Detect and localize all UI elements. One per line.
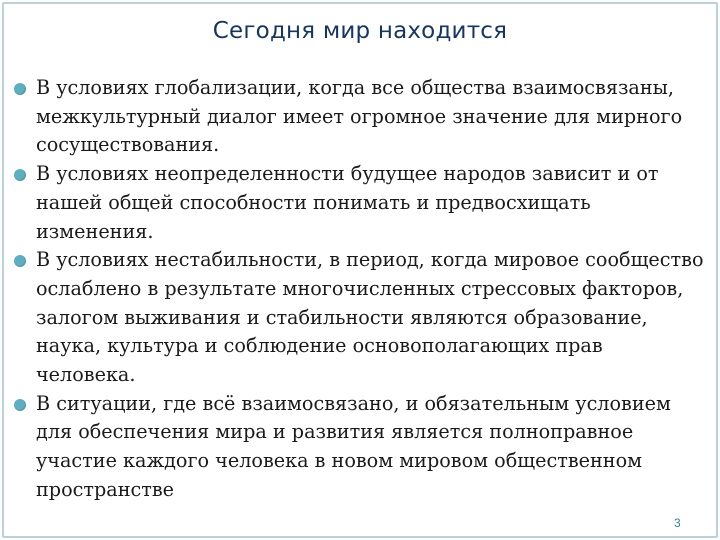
bullet-text: В условиях глобализации, когда все общества взаимосвязаны, межкультурный диалог имеет огромное значение для мирного сосуществования. (36, 76, 683, 157)
round-bullet-icon (14, 255, 26, 267)
round-bullet-icon (14, 169, 26, 181)
bullet-item (14, 246, 704, 390)
page-number: 3 (674, 516, 681, 530)
bullet-item (14, 390, 704, 505)
slide-title: Сегодня мир находится (212, 18, 508, 44)
round-bullet-icon (14, 399, 26, 411)
bullet-text: В условиях нестабильности, в период, когда мировое сообщество ослаблено в результате многочисленных стрессовых факторов, залогом выживания и стабильности являются образование, наука, культура и соблюдение основополагающих прав человека. (36, 248, 704, 387)
round-bullet-icon (14, 83, 26, 95)
bullet-text: В ситуации, где всё взаимосвязано, и обязательным условием для обеспечения мира и развития является полноправное участие каждого человека в новом мировом общественном пространстве (36, 391, 671, 501)
bullet-item (14, 74, 704, 160)
bullet-item (14, 160, 704, 246)
bullet-text: В условиях неопределенности будущее народов зависит и от нашей общей способности понимать и предвосхищать изменения. (36, 162, 659, 243)
bullet-list (14, 74, 704, 505)
